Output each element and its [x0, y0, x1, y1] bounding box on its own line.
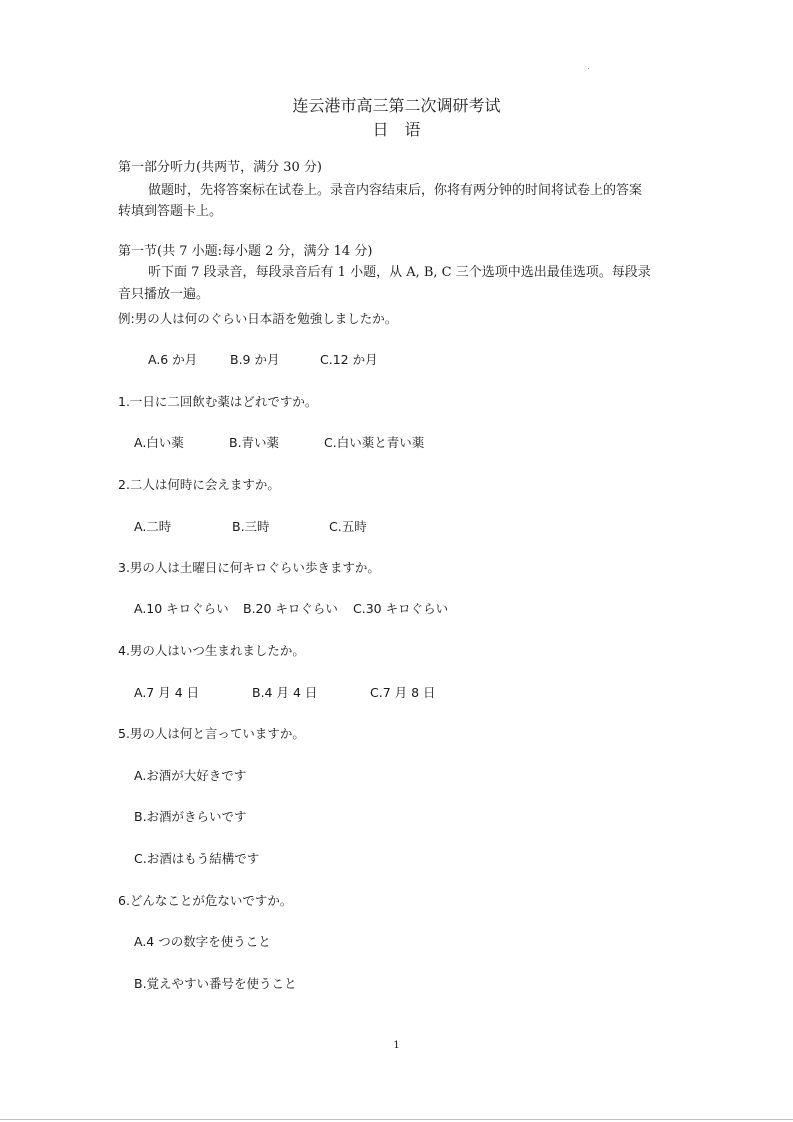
section1-heading: 第一节(共 7 小题:每小题 2 分，满分 14 分) — [118, 244, 373, 259]
question-1: 1.一日に二回飲む薬はどれですか。 — [118, 394, 318, 409]
question-3-option-b: B.20 キロぐらい — [243, 601, 338, 616]
example-question: 例:男の人は何のぐらい日本語を勉強しましたか。 — [118, 311, 398, 326]
question-2-option-c: C.五時 — [329, 519, 367, 534]
example-option-a: A.6 か月 — [148, 352, 198, 367]
question-5-option-a: A.お酒が大好きです — [134, 768, 247, 783]
question-6-option-a: A.4 つの数字を使うこと — [134, 934, 271, 949]
example-option-c: C.12 か月 — [320, 352, 378, 367]
question-5: 5.男の人は何と言っていますか。 — [118, 726, 305, 741]
page-bottom-edge — [0, 1119, 793, 1120]
question-1-option-c: C.白い薬と青い薬 — [324, 435, 425, 450]
section1-instruction-line2: 音只播放一遍。 — [118, 287, 210, 302]
exam-title: 连云港市高三第二次调研考试 — [292, 96, 501, 115]
scan-speck — [588, 68, 589, 69]
part1-instruction-line1: 做题时，先将答案标在试卷上。录音内容结束后，你将有两分钟的时间将试卷上的答案 — [148, 183, 643, 198]
question-6: 6.どんなことが危ないですか。 — [118, 893, 293, 908]
section1-instruction-line1: 听下面 7 段录音，每段录音后有 1 小题，从 A, B, C 三个选项中选出最佳选项。每段录 — [148, 265, 651, 280]
question-5-option-b: B.お酒がきらいです — [134, 809, 247, 824]
question-4-option-c: C.7 月 8 日 — [370, 685, 436, 700]
page-number: 1 — [393, 1040, 400, 1051]
question-3: 3.男の人は土曜日に何キロぐらい歩きますか。 — [118, 560, 380, 575]
question-4-option-a: A.7 月 4 日 — [134, 685, 200, 700]
question-2-option-a: A.二時 — [134, 519, 172, 534]
part1-instruction-line2: 转填到答题卡上。 — [118, 204, 223, 219]
question-5-option-c: C.お酒はもう結構です — [134, 851, 260, 866]
question-2: 2.二人は何時に会えますか。 — [118, 477, 280, 492]
question-3-option-c: C.30 キロぐらい — [353, 601, 449, 616]
part1-heading: 第一部分听力(共两节，满分 30 分) — [118, 160, 322, 175]
exam-subject: 日 语 — [372, 120, 421, 139]
example-option-b: B.9 か月 — [230, 352, 280, 367]
question-2-option-b: B.三時 — [232, 519, 270, 534]
question-1-option-a: A.白い薬 — [134, 435, 184, 450]
question-3-option-a: A.10 キロぐらい — [134, 601, 229, 616]
question-4: 4.男の人はいつ生まれましたか。 — [118, 643, 305, 658]
question-1-option-b: B.青い薬 — [229, 435, 280, 450]
question-4-option-b: B.4 月 4 日 — [252, 685, 318, 700]
question-6-option-b: B.覚えやすい番号を使うこと — [134, 976, 297, 991]
